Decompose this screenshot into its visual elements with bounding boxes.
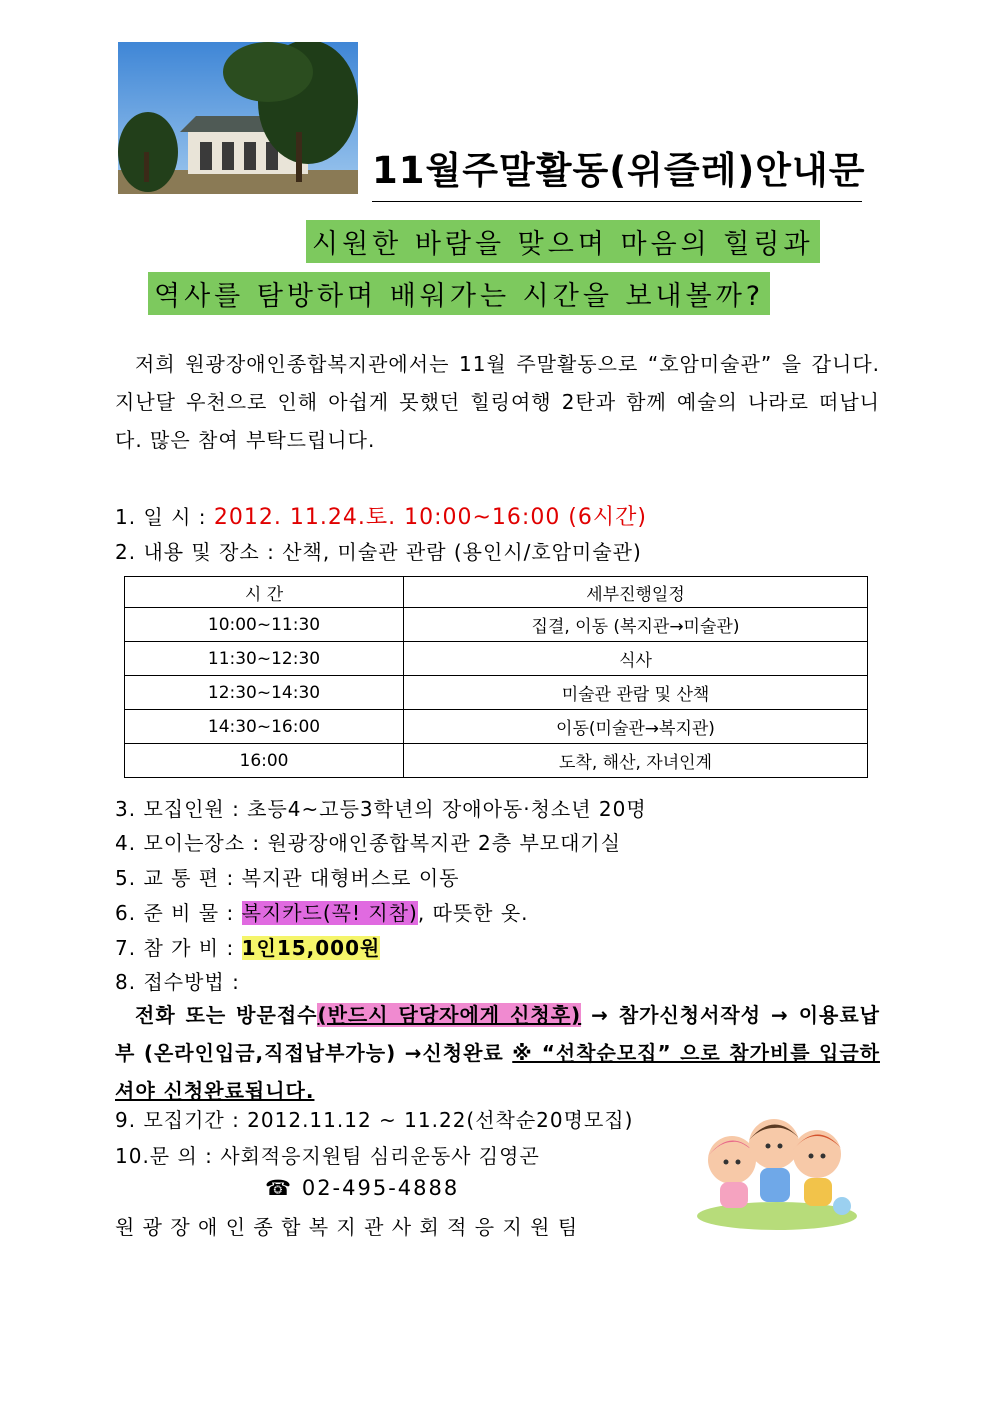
item-transport: 5. 교 통 편 : 복지관 대형버스로 이동 bbox=[115, 866, 460, 890]
children-illustration bbox=[692, 1108, 862, 1230]
item-fee-label: 7. 참 가 비 : bbox=[115, 936, 242, 960]
item-period: 9. 모집기간 : 2012.11.12 ~ 11.22(선착순20명모집) bbox=[115, 1108, 634, 1132]
footer-team: 원 광 장 애 인 종 합 복 지 관 사 회 적 응 지 원 팀 bbox=[115, 1215, 579, 1239]
table-row bbox=[125, 608, 868, 642]
item-meeting-place: 4. 모이는장소 : 원광장애인종합복지관 2층 부모대기실 bbox=[115, 831, 622, 855]
schedule-detail: 집결, 이동 (복지관→미술관) bbox=[404, 608, 868, 642]
item-supplies-rest: , 따뜻한 옷. bbox=[417, 901, 529, 925]
item-content-place: 2. 내용 및 장소 : 산책, 미술관 관람 (용인시/호암미술관) bbox=[115, 540, 642, 564]
table-row bbox=[125, 710, 868, 744]
header-photo bbox=[118, 42, 358, 194]
table-row bbox=[125, 744, 868, 778]
item-date-label: 1. 일 시 : bbox=[115, 505, 214, 529]
schedule-detail: 식사 bbox=[404, 642, 868, 676]
reception-part-3: → 참가신청서작성 → 이용료납부 (온라인입금,직접납부가능) →신청완료 bbox=[115, 1003, 880, 1065]
item-fee-highlight: 1인15,000원 bbox=[241, 936, 381, 960]
schedule-header-time: 시 간 bbox=[125, 577, 404, 608]
intro-paragraph: 저희 원광장애인종합복지관에서는 11월 주말활동으로 “호암미술관” 을 갑니다. 지난달 우천으로 인해 아쉽게 못했던 힐링여행 2탄과 함께 예술의 나라로 떠납니다. 많은 참여 부탁드립니다. bbox=[115, 352, 880, 452]
schedule-table bbox=[124, 576, 868, 778]
schedule-time: 14:30~16:00 bbox=[125, 710, 404, 744]
item-supplies bbox=[115, 897, 529, 926]
contact-phone: ☎ 02-495-4888 bbox=[265, 1176, 460, 1200]
item-supplies-label: 6. 준 비 물 : bbox=[115, 901, 242, 925]
schedule-detail: 도착, 해산, 자녀인계 bbox=[404, 744, 868, 778]
table-row bbox=[125, 676, 868, 710]
page-title: 11월주말활동(위즐레)안내문 bbox=[372, 149, 866, 192]
schedule-time: 16:00 bbox=[125, 744, 404, 778]
reception-part-4: ※ “선착순모집” 으로 참가비를 입금하셔야 신청완료됩니다. bbox=[115, 1041, 880, 1103]
item-supplies-highlight: 복지카드(꼭! 지참) bbox=[241, 901, 418, 925]
item-date bbox=[115, 500, 647, 531]
schedule-time: 10:00~11:30 bbox=[125, 608, 404, 642]
item-fee bbox=[115, 932, 380, 961]
item-contact: 10.문 의 : 사회적응지원팀 심리운동사 김영곤 bbox=[115, 1144, 540, 1168]
reception-part-2: (반드시 담당자에게 신청후) bbox=[317, 1003, 582, 1027]
subtitle-line-2: 역사를 탐방하며 배워가는 시간을 보내볼까? bbox=[148, 272, 770, 315]
table-row bbox=[125, 642, 868, 676]
title-divider bbox=[372, 201, 862, 202]
schedule-detail: 이동(미술관→복지관) bbox=[404, 710, 868, 744]
reception-part-1: 전화 또는 방문접수 bbox=[135, 1003, 318, 1027]
item-date-value: 2012. 11.24.토. 10:00~16:00 (6시간) bbox=[213, 505, 647, 530]
reception-details bbox=[115, 996, 880, 1110]
subtitle-line-1: 시원한 바람을 맞으며 마음의 힐링과 bbox=[306, 220, 820, 263]
schedule-time: 11:30~12:30 bbox=[125, 642, 404, 676]
schedule-header-row bbox=[125, 577, 868, 608]
schedule-header-detail: 세부진행일정 bbox=[404, 577, 868, 608]
item-reception: 8. 접수방법 : bbox=[115, 970, 240, 994]
schedule-time: 12:30~14:30 bbox=[125, 676, 404, 710]
item-recruit-count: 3. 모집인원 : 초등4~고등3학년의 장애아동·청소년 20명 bbox=[115, 797, 647, 821]
schedule-detail: 미술관 관람 및 산책 bbox=[404, 676, 868, 710]
